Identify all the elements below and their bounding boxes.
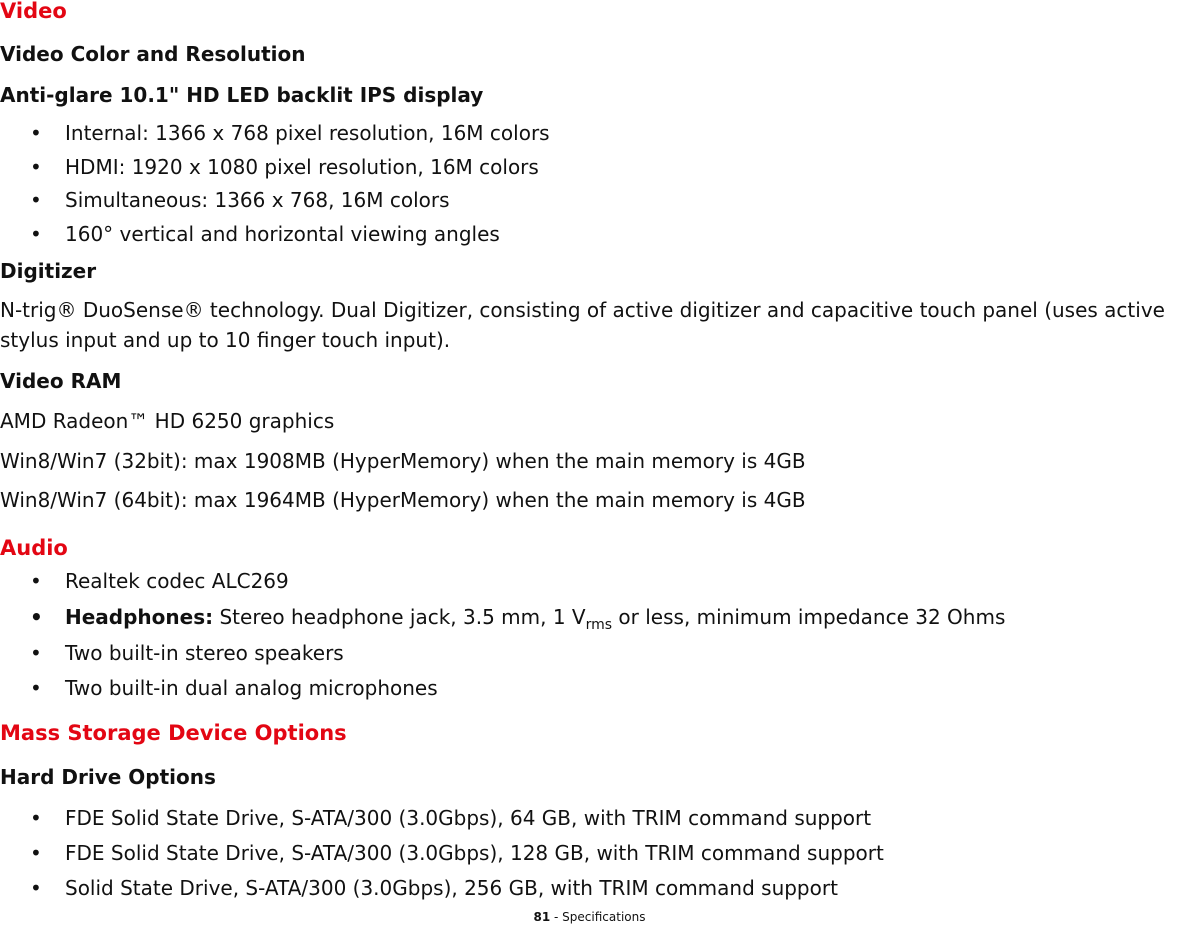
list-item: • FDE Solid State Drive, S-ATA/300 (3.0Gbps), 64 GB, with TRIM command support: [30, 806, 872, 830]
ram-line-64bit: Win8/Win7 (64bit): max 1964MB (HyperMemory) when the main memory is 4GB: [0, 488, 806, 512]
section-heading-audio: Audio: [0, 536, 68, 560]
subheading-hard-drive-options: Hard Drive Options: [0, 765, 216, 789]
section-heading-storage: Mass Storage Device Options: [0, 721, 347, 745]
footer-section-label: - Specifications: [550, 910, 646, 924]
digitizer-description: N-trig® DuoSense® technology. Dual Digitizer, consisting of active digitizer and capacitive touch panel (uses active stylus input and up to 10 finger touch input).: [0, 298, 1165, 352]
subheading-video-color-resolution: Video Color and Resolution: [0, 42, 306, 66]
list-item: • Internal: 1366 x 768 pixel resolution, 16M colors: [30, 121, 550, 145]
subheading-digitizer: Digitizer: [0, 259, 97, 283]
list-item: • FDE Solid State Drive, S-ATA/300 (3.0Gbps), 128 GB, with TRIM command support: [30, 841, 884, 865]
list-item: • Two built-in dual analog microphones: [30, 676, 438, 700]
ram-line-graphics: AMD Radeon™ HD 6250 graphics: [0, 409, 335, 433]
page-footer: [0, 909, 1179, 925]
subheading-video-ram: Video RAM: [0, 369, 122, 393]
section-heading-video: Video: [0, 0, 67, 23]
subheading-display: Anti-glare 10.1" HD LED backlit IPS display: [0, 83, 484, 107]
list-item: • Realtek codec ALC269: [30, 569, 289, 593]
list-item-headphones: • Headphones: Stereo headphone jack, 3.5 mm, 1 $V_{rms}$ or less, minimum impedance 32 Ohms: [30, 605, 1006, 633]
list-item: • Simultaneous: 1366 x 768, 16M colors: [30, 188, 450, 212]
ram-line-32bit: Win8/Win7 (32bit): max 1908MB (HyperMemory) when the main memory is 4GB: [0, 449, 806, 473]
list-item: • Two built-in stereo speakers: [30, 641, 344, 665]
list-item: • HDMI: 1920 x 1080 pixel resolution, 16M colors: [30, 155, 539, 179]
list-item: • Solid State Drive, S-ATA/300 (3.0Gbps), 256 GB, with TRIM command support: [30, 876, 838, 900]
page-number: 81: [533, 910, 551, 924]
list-item: • 160° vertical and horizontal viewing angles: [30, 222, 500, 246]
